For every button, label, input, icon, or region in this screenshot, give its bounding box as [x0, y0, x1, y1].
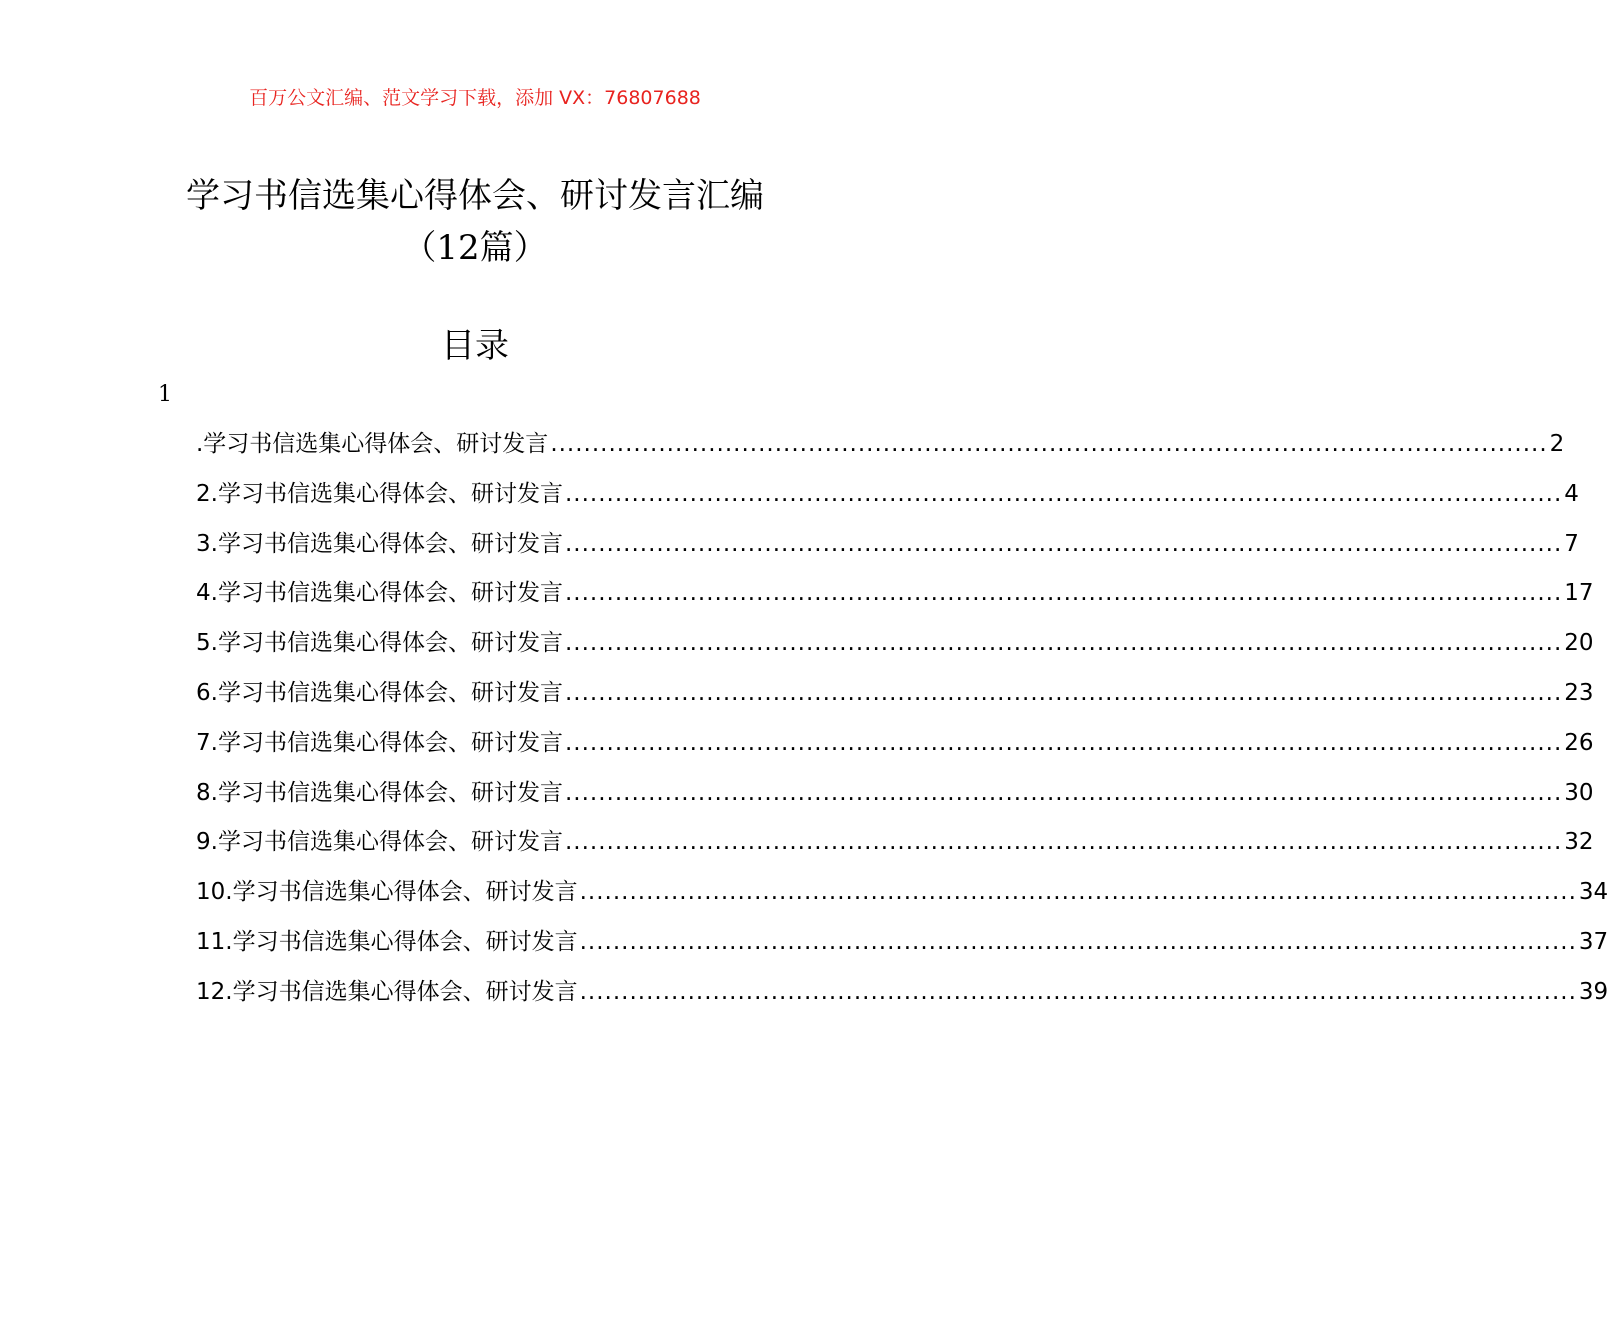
toc-entry-label: 9.学习书信选集心得体会、研讨发言: [196, 829, 563, 856]
stray-list-number: 1: [158, 382, 172, 407]
toc-entry-page: 26: [1564, 729, 1594, 756]
toc-entry-label: 12.学习书信选集心得体会、研讨发言: [196, 978, 578, 1005]
toc-entry-leader: ........................................................................................................................: [579, 928, 1577, 955]
toc-entry-label: 5.学习书信选集心得体会、研讨发言: [196, 630, 563, 657]
toc-entry[interactable]: [196, 424, 1565, 474]
toc-entry-page: 4: [1564, 480, 1579, 507]
toc-entry-leader: ........................................................................................................................: [564, 530, 1563, 557]
toc-entry-label: 4.学习书信选集心得体会、研讨发言: [196, 580, 563, 607]
toc-entry[interactable]: [196, 972, 1608, 1022]
watermark-banner: 百万公文汇编、范文学习下载，添加 VX：76807688: [249, 87, 701, 109]
subtitle-open-paren: （: [402, 228, 437, 268]
toc-entry-page: 20: [1564, 630, 1594, 657]
document-title: 学习书信选集心得体会、研讨发言汇编: [186, 176, 764, 216]
toc-entry-leader: ........................................................................................................................: [564, 630, 1563, 657]
toc-entry[interactable]: [196, 673, 1594, 723]
toc-entry[interactable]: [196, 922, 1608, 972]
toc-entry-leader: ........................................................................................................................: [564, 729, 1563, 756]
toc-entry-label: .学习书信选集心得体会、研讨发言: [196, 431, 549, 457]
toc-entry[interactable]: [196, 524, 1579, 574]
toc-entry-page: 37: [1578, 928, 1608, 955]
toc-entry-leader: ........................................................................................................................: [564, 480, 1563, 507]
toc-entry[interactable]: [196, 474, 1579, 524]
toc-entry[interactable]: [196, 723, 1594, 773]
toc-entry-leader: ........................................................................................................................: [564, 829, 1563, 856]
toc-entry-page: 2: [1549, 431, 1565, 457]
toc-entry[interactable]: [196, 623, 1594, 673]
toc-entry[interactable]: [196, 773, 1594, 823]
toc-entry-page: 39: [1578, 978, 1608, 1005]
toc-entry-leader: ........................................................................................................................: [564, 779, 1563, 806]
toc-entry-label: 3.学习书信选集心得体会、研讨发言: [196, 530, 563, 557]
toc-entry[interactable]: [196, 872, 1608, 922]
toc-entry-page: 32: [1564, 829, 1594, 856]
document-subtitle: [0, 220, 950, 276]
toc-entry[interactable]: [196, 822, 1594, 872]
subtitle-close: 篇）: [479, 228, 548, 268]
toc-entry-leader: ........................................................................................................................: [550, 431, 1548, 457]
toc-entry-page: 7: [1564, 530, 1579, 557]
toc-entry-label: 11.学习书信选集心得体会、研讨发言: [196, 928, 578, 955]
toc-entry-leader: ........................................................................................................................: [564, 679, 1563, 706]
toc-entry[interactable]: [196, 573, 1594, 623]
toc-heading: 目录: [441, 326, 509, 366]
toc-entry-label: 7.学习书信选集心得体会、研讨发言: [196, 729, 563, 756]
toc-entry-label: 2.学习书信选集心得体会、研讨发言: [196, 480, 563, 507]
toc-entry-leader: ........................................................................................................................: [579, 879, 1577, 906]
toc-entry-label: 6.学习书信选集心得体会、研讨发言: [196, 679, 563, 706]
toc-entry-leader: ........................................................................................................................: [564, 580, 1563, 607]
table-of-contents: [196, 424, 1608, 1022]
toc-entry-page: 34: [1578, 879, 1608, 906]
toc-entry-label: 8.学习书信选集心得体会、研讨发言: [196, 779, 563, 806]
toc-entry-label: 10.学习书信选集心得体会、研讨发言: [196, 879, 578, 906]
toc-entry-page: 23: [1564, 679, 1594, 706]
toc-entry-page: 30: [1564, 779, 1594, 806]
toc-entry-page: 17: [1564, 580, 1594, 607]
subtitle-count: 12: [436, 228, 480, 268]
toc-entry-leader: ........................................................................................................................: [579, 978, 1577, 1005]
